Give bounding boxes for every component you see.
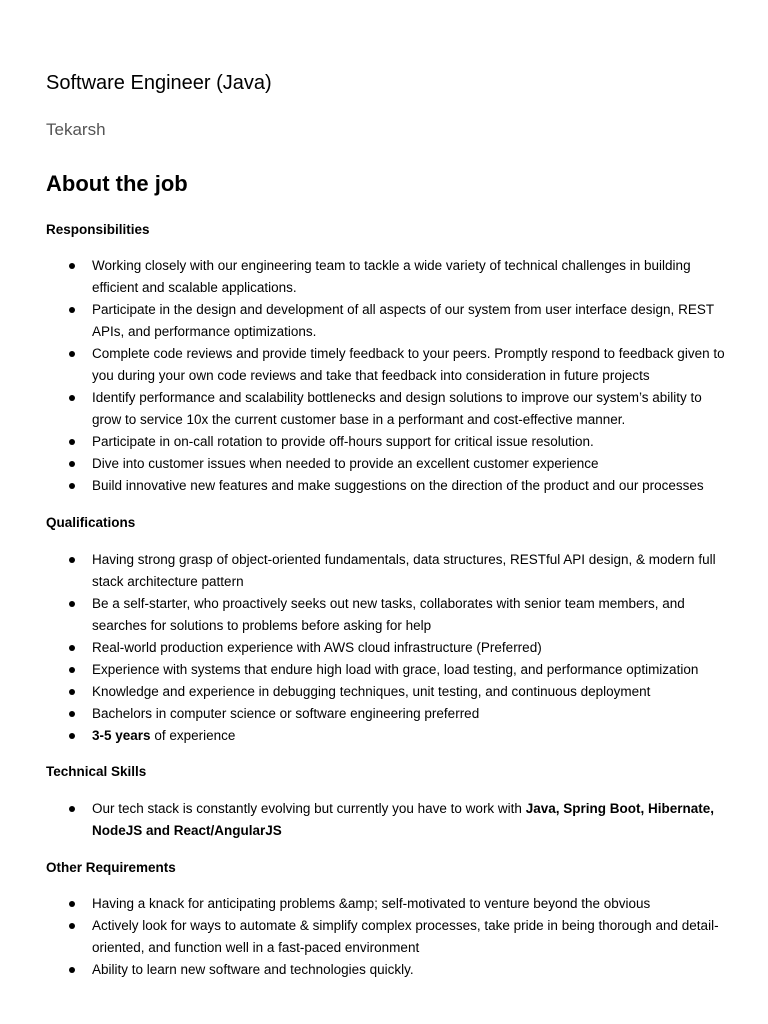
list-item: [46, 637, 726, 659]
list-item: [46, 343, 726, 387]
list-item-text: Be a self-starter, who proactively seeks out new tasks, collaborates with senior team members, and searches for solutions to problems before asking for help: [92, 596, 685, 633]
list-item-text: Participate in the design and development of all aspects of our system from user interface design, REST APIs, and performance optimizations.: [92, 302, 714, 339]
list-item: [46, 915, 726, 959]
qualifications-list: [46, 549, 726, 747]
list-item-text: Build innovative new features and make suggestions on the direction of the product and our processes: [92, 478, 704, 493]
list-item-text: Actively look for ways to automate & simplify complex processes, take pride in being thorough and detail-oriented, and function well in a fast-paced environment: [92, 918, 719, 955]
tech-stack-text: Java, Spring Boot, Hibernate, NodeJS and React/AngularJS: [92, 801, 714, 838]
other-requirements-heading: Other Requirements: [46, 860, 176, 875]
list-item: [46, 475, 726, 497]
list-item-text: Our tech stack is constantly evolving but currently you have to work with: [92, 801, 526, 816]
bullet-icon: [69, 667, 75, 673]
list-item-text: Having strong grasp of object-oriented fundamentals, data structures, RESTful API design, & modern full stack architecture pattern: [92, 552, 716, 589]
list-item: [46, 703, 726, 725]
list-item: [46, 549, 726, 593]
other-requirements-list: [46, 893, 726, 981]
experience-years-text: 3-5 years: [92, 728, 151, 743]
list-item: [46, 893, 726, 915]
list-item-text: Ability to learn new software and technologies quickly.: [92, 962, 414, 977]
bullet-icon: [69, 901, 75, 907]
list-item: [46, 431, 726, 453]
job-title: Software Engineer (Java): [46, 72, 272, 94]
responsibilities-list: [46, 255, 726, 497]
list-item-text: Complete code reviews and provide timely feedback to your peers. Promptly respond to feedback given to you during your own code reviews and take that feedback into consideration in future projects: [92, 346, 725, 383]
bullet-icon: [69, 439, 75, 445]
list-item-text: Knowledge and experience in debugging techniques, unit testing, and continuous deployment: [92, 684, 651, 699]
list-item-text: of experience: [150, 728, 236, 743]
list-item: [46, 453, 726, 475]
list-item: [46, 387, 726, 431]
bullet-icon: [69, 461, 75, 467]
technical-skills-heading: Technical Skills: [46, 764, 147, 779]
bullet-icon: [69, 263, 75, 269]
bullet-icon: [69, 923, 75, 929]
about-heading: About the job: [46, 171, 188, 196]
list-item: [46, 959, 726, 981]
list-item: [46, 798, 726, 842]
bullet-icon: [69, 733, 75, 739]
list-item-text: Bachelors in computer science or software engineering preferred: [92, 706, 480, 721]
responsibilities-heading: Responsibilities: [46, 222, 150, 237]
list-item: [46, 299, 726, 343]
list-item: [46, 659, 726, 681]
list-item-text: Having a knack for anticipating problems &amp; self-motivated to venture beyond the obvious: [92, 896, 651, 911]
bullet-icon: [69, 806, 75, 812]
technical-skills-list: [46, 798, 726, 842]
list-item: [46, 593, 726, 637]
list-item-text: Identify performance and scalability bottlenecks and design solutions to improve our system’s ability to grow to service 10x the current customer base in a performant and cost-effective manner.: [92, 390, 702, 427]
list-item-text: Working closely with our engineering team to tackle a wide variety of technical challenges in building efficient and scalable applications.: [92, 258, 691, 295]
bullet-icon: [69, 967, 75, 973]
bullet-icon: [69, 307, 75, 313]
list-item-text: Experience with systems that endure high load with grace, load testing, and performance optimization: [92, 662, 699, 677]
list-item: [46, 255, 726, 299]
bullet-icon: [69, 351, 75, 357]
bullet-icon: [69, 557, 75, 563]
bullet-icon: [69, 395, 75, 401]
bullet-icon: [69, 689, 75, 695]
list-item-text: Dive into customer issues when needed to provide an excellent customer experience: [92, 456, 599, 471]
bullet-icon: [69, 711, 75, 717]
company-name: Tekarsh: [46, 120, 106, 139]
list-item: [46, 681, 726, 703]
bullet-icon: [69, 645, 75, 651]
list-item-text: Real-world production experience with AWS cloud infrastructure (Preferred): [92, 640, 542, 655]
bullet-icon: [69, 483, 75, 489]
list-item-text: Participate in on-call rotation to provide off-hours support for critical issue resolution.: [92, 434, 594, 449]
list-item: [46, 725, 726, 747]
bullet-icon: [69, 601, 75, 607]
qualifications-heading: Qualifications: [46, 515, 136, 530]
